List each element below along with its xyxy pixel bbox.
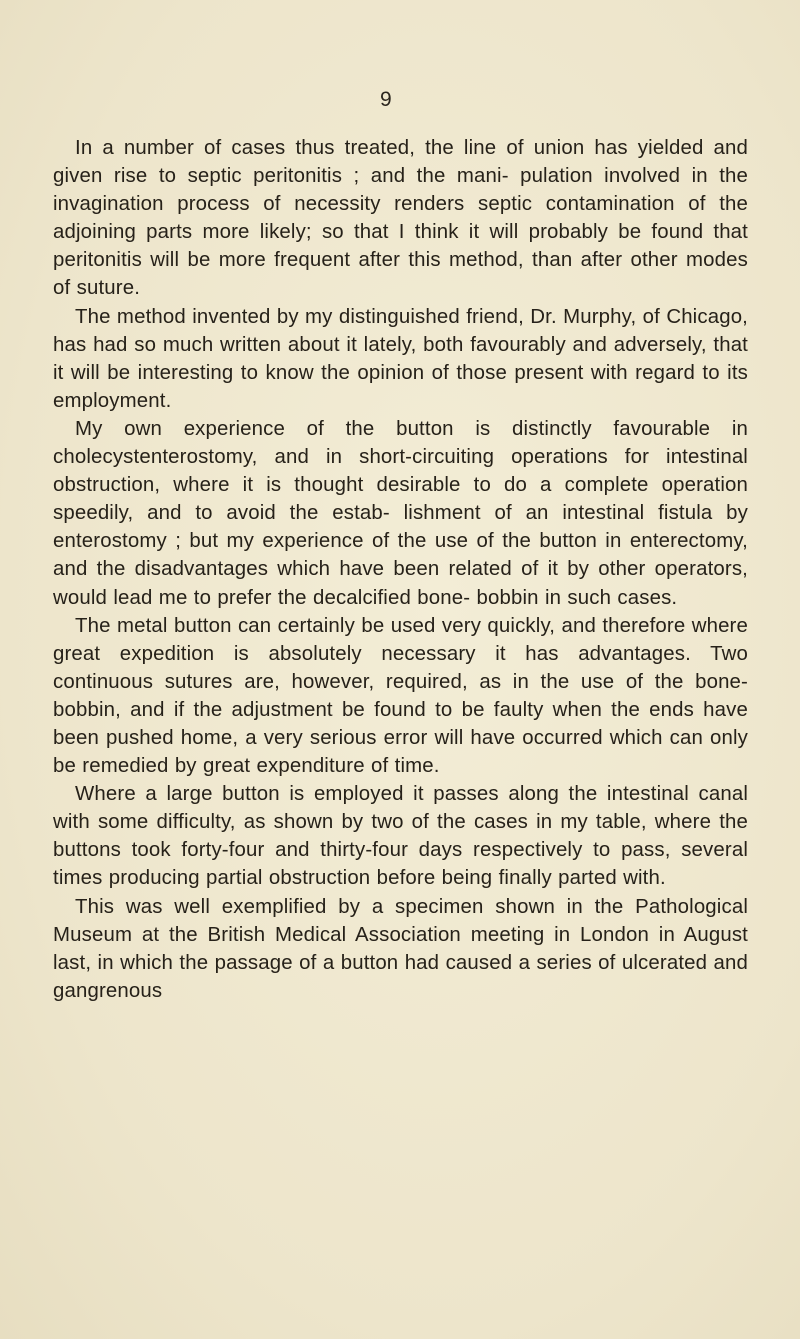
paragraph: My own experience of the button is distinctly favourable in cholecystenterostomy, and in short-circuiting operations for intestinal obstruction, where it is thought desirable to do a complete operation speedily, and to avoid the estab- lishment of an intestinal fistula by enterostomy ; but my experience of the use of the button in enterectomy, and the disadvantages which have been related of it by other operators, would lead me to prefer the decalcified bone- bobbin in such cases.	[53, 417, 748, 609]
body-text	[53, 134, 748, 1005]
paragraph: In a number of cases thus treated, the line of union has yielded and given rise to septic peritonitis ; and the mani- pulation involved in the invagination process of necessity renders septic contamination of the adjoining parts more likely; so that I think it will probably be found that peritonitis will be more frequent after this method, than after other modes of suture.	[53, 137, 748, 300]
paragraph: The method invented by my distinguished friend, Dr. Murphy, of Chicago, has had so much written about it lately, both favourably and adversely, that it will be interesting to know the opinion of those present with regard to its employment.	[53, 305, 748, 412]
paragraph: The metal button can certainly be used very quickly, and therefore where great expedition is absolutely necessary it has advantages. Two continuous sutures are, however, required, as in the use of the bone-bobbin, and if the adjustment be found to be faulty when the ends have been pushed home, a very serious error will have occurred which can only be remedied by great expenditure of time.	[53, 614, 748, 778]
page-number: 9	[380, 88, 392, 111]
paragraph: Where a large button is employed it passes along the intestinal canal with some difficulty, as shown by two of the cases in my table, where the buttons took forty-four and thirty-four days respectively to pass, several times producing partial obstruction before being finally parted with.	[53, 783, 748, 890]
paragraph: This was well exemplified by a specimen shown in the Pathological Museum at the British Medical Association meeting in London in August last, in which the passage of a button had caused a series of ulcerated and gangrenous	[53, 895, 748, 1002]
